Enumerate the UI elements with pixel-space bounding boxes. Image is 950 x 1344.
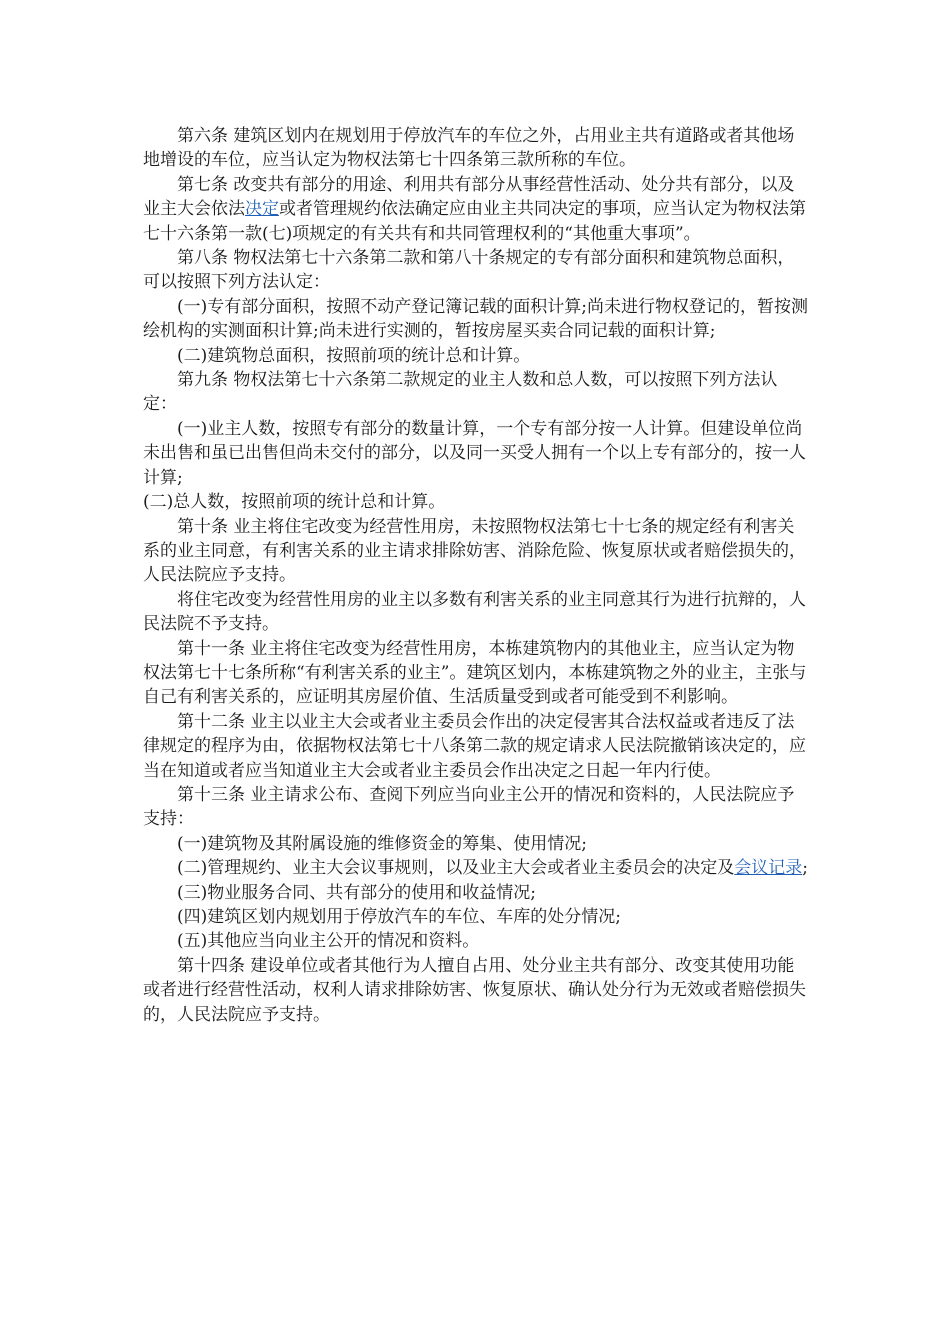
document-body (143, 124, 809, 1027)
article-13-item-2-text-after: ; (802, 858, 808, 879)
article-7 (143, 173, 809, 246)
article-6: 第六条 建筑区划内在规划用于停放汽车的车位之外，占用业主共有道路或者其他场地增设的车位，应当认定为物权法第七十四条第三款所称的车位。 (143, 126, 795, 171)
article-8-item-2: (二)建筑物总面积，按照前项的统计总和计算。 (177, 345, 531, 366)
article-10-paragraph-2: 将住宅改变为经营性用房的业主以多数有利害关系的业主同意其行为进行抗辩的，人民法院不予支持。 (143, 589, 806, 635)
article-9-item-1: (一)业主人数，按照专有部分的数量计算，一个专有部分按一人计算。但建设单位尚未出售和虽已出售但尚未交付的部分，以及同一买受人拥有一个以上专有部分的，按一人计算; (143, 418, 806, 488)
article-13-item-3: (三)物业服务合同、共有部分的使用和收益情况; (177, 882, 536, 903)
article-13-item-5: (五)其他应当向业主公开的情况和资料。 (177, 931, 480, 952)
article-13-item-2 (143, 856, 809, 880)
article-8-item-1: (一)专有部分面积，按照不动产登记簿记载的面积计算;尚未进行物权登记的，暂按测绘机构的实测面积计算;尚未进行实测的，暂按房屋买卖合同记载的面积计算; (143, 296, 808, 342)
article-13-item-2-text-before: (二)管理规约、业主大会议事规则，以及业主大会或者业主委员会的决定及 (177, 858, 735, 879)
article-8: 第八条 物权法第七十六条第二款和第八十条规定的专有部分面积和建筑物总面积，可以按照下列方法认定： (143, 248, 795, 293)
article-13-item-1: (一)建筑物及其附属设施的维修资金的筹集、使用情况; (177, 833, 587, 854)
article-9: 第九条 物权法第七十六条第二款规定的业主人数和总人数，可以按照下列方法认定： (143, 370, 778, 415)
article-12: 第十二条 业主以业主大会或者业主委员会作出的决定侵害其合法权益或者违反了法律规定的程序为由，依据物权法第七十八条第二款的规定请求人民法院撤销该决定的，应当在知道或者应当知道业主大会或者业主委员会作出决定之日起一年内行使。 (143, 711, 806, 781)
article-14: 第十四条 建设单位或者其他行为人擅自占用、处分业主共有部分、改变其使用功能或者进行经营性活动，权利人请求排除妨害、恢复原状、确认处分行为无效或者赔偿损失的，人民法院应予支持。 (143, 955, 806, 1025)
article-11: 第十一条 业主将住宅改变为经营性用房，本栋建筑物内的其他业主，应当认定为物权法第七十七条所称“有利害关系的业主”。建筑区划内，本栋建筑物之外的业主，主张与自己有利害关系的，应证明其房屋价值、生活质量受到或者可能受到不利影响。 (143, 638, 807, 708)
article-10: 第十条 业主将住宅改变为经营性用房，未按照物权法第七十七条的规定经有利害关系的业主同意，有利害关系的业主请求排除妨害、消除危险、恢复原状或者赔偿损失的，人民法院应予支持。 (143, 516, 806, 586)
meeting-records-link[interactable]: 会议记录 (734, 858, 803, 879)
article-13-item-4: (四)建筑区划内规划用于停放汽车的车位、车库的处分情况; (177, 907, 621, 927)
decision-link[interactable]: 决定 (245, 199, 279, 220)
article-9-item-2: (二)总人数，按照前项的统计总和计算。 (143, 492, 446, 513)
article-7-text-after: 或者管理规约依法确定应由业主共同决定的事项，应当认定为物权法第七十六条第一款(七)项规定的有关共有和共同管理权利的“其他重大事项”。 (143, 199, 806, 244)
article-13: 第十三条 业主请求公布、查阅下列应当向业主公开的情况和资料的，人民法院应予支持： (143, 784, 795, 830)
article-7-text-before: 第七条 改变共有部分的用途、利用共有部分从事经营性活动、处分共有部分，以及业主大会依法 (143, 174, 795, 220)
